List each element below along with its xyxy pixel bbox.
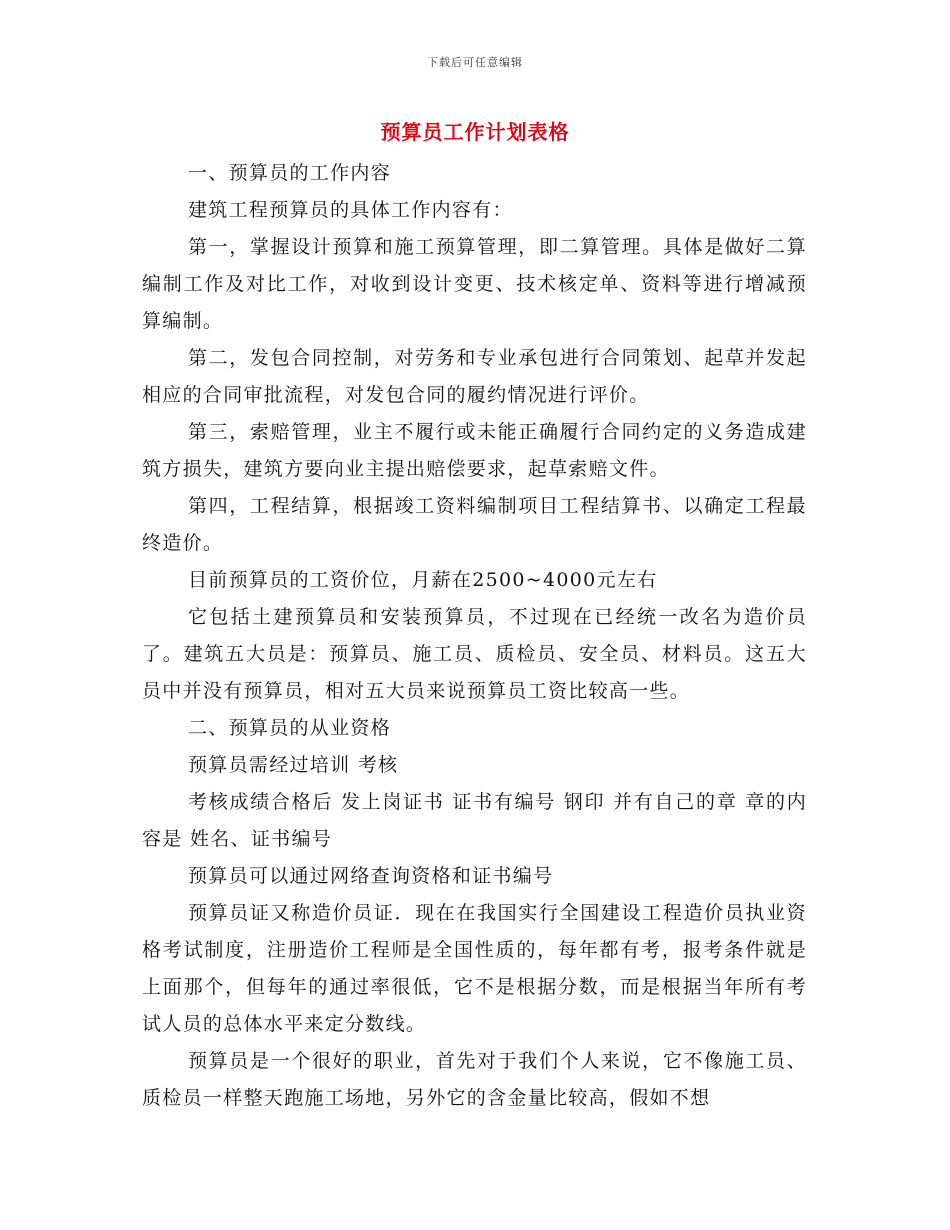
- section-heading-work-content: 一、预算员的工作内容: [188, 162, 392, 184]
- paragraph-first: 第一，掌握设计预算和施工预算管理，即二算管理。具体是做好二算编制工作及对比工作，对收到设计变更、技术核定单、资料等进行增减预算编制。: [142, 236, 807, 332]
- paragraph-salary: 目前预算员的工资价位，月薪在2500~4000元左右: [188, 569, 658, 591]
- section-heading-qualification: 二、预算员的从业资格: [188, 717, 392, 739]
- paragraph-intro: 建筑工程预算员的具体工作内容有：: [188, 199, 513, 221]
- header-note: 下载后可任意编辑: [427, 56, 523, 69]
- paragraph-third: 第三，索赔管理，业主不履行或未能正确履行合同约定的义务造成建筑方损失，建筑方要向业主提出赔偿要求，起草索赔文件。: [142, 421, 807, 480]
- paragraph-fourth: 第四，工程结算，根据竣工资料编制项目工程结算书、以确定工程最终造价。: [142, 495, 807, 554]
- document-title: 预算员工作计划表格: [380, 120, 570, 144]
- paragraph-five-roles: 它包括土建预算员和安装预算员，不过现在已经统一改名为造价员了。建筑五大员是：预算员、施工员、质检员、安全员、材料员。这五大员中并没有预算员，相对五大员来说预算员工资比较高一些。: [142, 606, 807, 702]
- paragraph-exam-system: 预算员证又称造价员证．现在在我国实行全国建设工程造价员执业资格考试制度，注册造价工程师是全国性质的，每年都有考，报考条件就是上面那个，但每年的通过率很低，它不是根据分数，而是根据当年所有考试人员的总体水平来定分数线。: [142, 902, 807, 1035]
- paragraph-certificate: 考核成绩合格后 发上岗证书 证书有编号 钢印 并有自己的章 章的内容是 姓名、证书编号: [142, 791, 807, 850]
- paragraph-career: 预算员是一个很好的职业，首先对于我们个人来说，它不像施工员、质检员一样整天跑施工场地，另外它的含金量比较高，假如不想: [142, 1050, 807, 1109]
- paragraph-online-query: 预算员可以通过网络查询资格和证书编号: [188, 865, 554, 887]
- paragraph-second: 第二，发包合同控制，对劳务和专业承包进行合同策划、起草并发起相应的合同审批流程，对发包合同的履约情况进行评价。: [142, 347, 807, 406]
- paragraph-training: 预算员需经过培训 考核: [188, 754, 399, 776]
- document-body: [142, 155, 807, 1117]
